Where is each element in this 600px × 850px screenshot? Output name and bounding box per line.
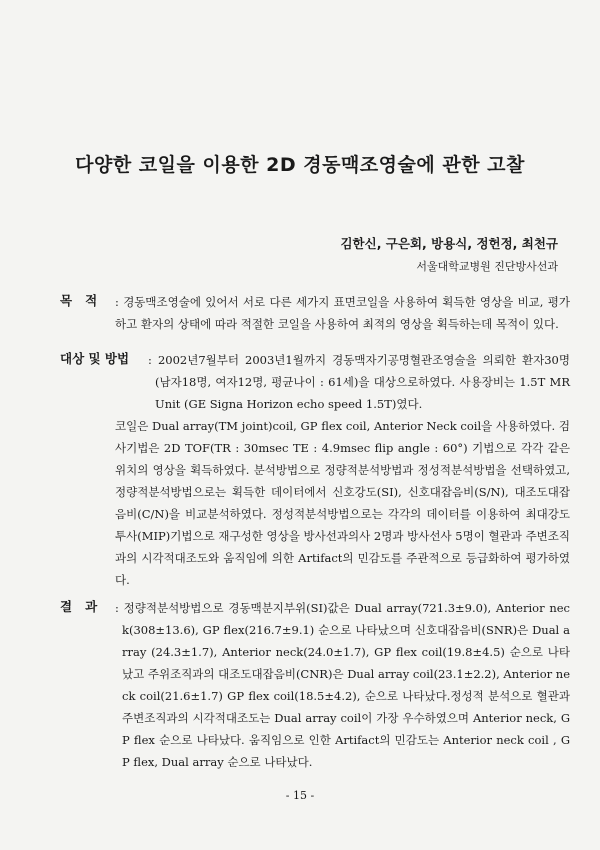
section-text-objective: : 경동맥조영술에 있어서 서로 다른 세가지 표면코일을 사용하여 획득한 영상을 비교, 평가하고 환자의 상태에 따라 적절한 코일을 사용하여 최적의 영상을 획득하는데 목적이 있다. [115, 295, 570, 331]
section-methods [60, 349, 570, 591]
section-results [60, 597, 570, 773]
section-objective [60, 291, 570, 335]
paper-title: 다양한 코일을 이용한 2D 경동맥조영술에 관한 고찰 [75, 154, 525, 176]
section-text-results: : 정량적분석방법으로 경동맥분지부위(SI)값은 Dual array(721.3±9.0), Anterior neck(308±13.6), GP flex(216.7±9.1) 순으로 나타났으며 신호대잡음비(SNR)은 Dual array (24.3±1.7), Anterior neck(24.0±1.7), GP flex coil(19.8±4.5) 순으로 나타났고 주위조직과의 대조도대잡음비(CNR)은 Dual array coil(23.1±2.2), Anterior neck coil(21.6±1.7) GP flex coil(18.5±4.2), 순으로 나타났다.정성적 분석으로 혈관과 주변조직과의 시각적대조도는 Dual array coil이 가장 우수하였으며 Anterior neck, GP flex 순으로 나타났다. 움직임으로 인한 Artifact의 민감도는 Anterior neck coil , GP flex, Dual array 순으로 나타났다. [115, 601, 571, 769]
section-label-results: 결 과 [60, 599, 98, 614]
author-list: 김한신, 구은회, 방용식, 정헌정, 최천규 [340, 236, 558, 251]
section-label-methods: 대상 및 방법 [60, 351, 130, 366]
section-text-methods-1: : 2002년7월부터 2003년1월까지 경동맥자기공명혈관조영술을 의뢰한 환자30명(남자18명, 여자12명, 평균나이 : 61세)을 대상으로하였다. 사용장비는 1.5T MR Unit (GE Signa Horizon echo speed 1.5T)였다. [148, 353, 570, 411]
section-label-objective: 목 적 [60, 293, 98, 308]
affiliation: 서울대학교병원 진단방사선과 [416, 260, 558, 273]
page-number: - 15 - [285, 789, 315, 802]
section-text-methods-2: 코일은 Dual array(TM joint)coil, GP flex coil, Anterior Neck coil을 사용하였다. 검사기법은 2D TOF(TR : 30msec TE : 4.9msec flip angle : 60°) 기법으로 각각 같은 위치의 영상을 획득하였다. 분석방법으로 정량적분석방법과 정성적분석방법을 선택하였고, 정량적분석방법으로는 획득한 데이터에서 신호강도(SI), 신호대잡음비(S/N), 대조도대잡음비(C/N)을 비교분석하였다. 정성적분석방법으로는 각각의 데이터를 이용하여 최대강도투사(MIP)기법으로 재구성한 영상을 방사선과의사 2명과 방사선사 5명이 혈관과 주변조직과의 시각적대조도와 움직임에 의한 Artifact의 민감도를 주관적으로 등급화하여 평가하였다. [115, 419, 570, 587]
